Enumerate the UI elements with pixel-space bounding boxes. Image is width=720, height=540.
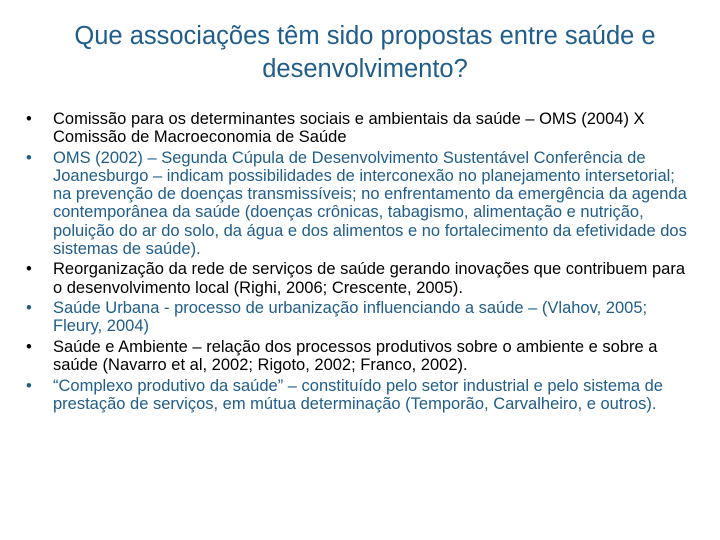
list-item (26, 110, 696, 146)
bullet-icon: • (26, 338, 32, 356)
bullet-icon: • (26, 260, 32, 279)
list-item-text: Reorganização da rede de serviços de saúde gerando inovações que contribuem para o desenvolvimento local (Righi, 2006; Crescente, 2005). (53, 260, 685, 297)
bullet-icon: • (26, 376, 32, 395)
list-item-text: OMS (2002) – Segunda Cúpula de Desenvolvimento Sustentável Conferência de Joanesburgo – indicam possibilidades de interconexão no planejamento intersetorial; na prevenção de doenças transmissíveis; no enfrentamento da emergência da agenda contemporânea da saúde (doenças crônicas, tabagismo, alimentação e nutrição, poluição do ar do solo, da água e dos alimentos e no fortalecimento da efetividade dos sistemas de saúde). (53, 148, 687, 258)
list-item-text: Saúde Urbana - processo de urbanização influenciando a saúde – (Vlahov, 2005; Fleury, 2004) (53, 299, 648, 336)
list-item-text: Saúde e Ambiente – relação dos processos produtivos sobre o ambiente e sobre a saúde (Navarro et al, 2002; Rigoto, 2002; Franco, 2002). (53, 338, 658, 375)
slide-title: Que associações têm sido propostas entre saúde e desenvolvimento? (74, 22, 656, 83)
list-item (26, 149, 696, 258)
bullet-icon: • (26, 148, 32, 167)
list-item (26, 260, 696, 296)
bullet-icon: • (26, 110, 32, 128)
list-item (26, 299, 696, 335)
list-item (26, 338, 696, 374)
list-item-text: Comissão para os determinantes sociais e ambientais da saúde – OMS (2004) X Comissão de Macroeconomia de Saúde (53, 110, 645, 147)
bullet-icon: • (26, 299, 32, 318)
list-item-text: “Complexo produtivo da saúde” – constituído pelo setor industrial e pelo sistema de prestação de serviços, em mútua determinação (Temporão, Carvalheiro, e outros). (53, 376, 663, 413)
bullet-list (26, 110, 696, 416)
list-item (26, 377, 696, 413)
